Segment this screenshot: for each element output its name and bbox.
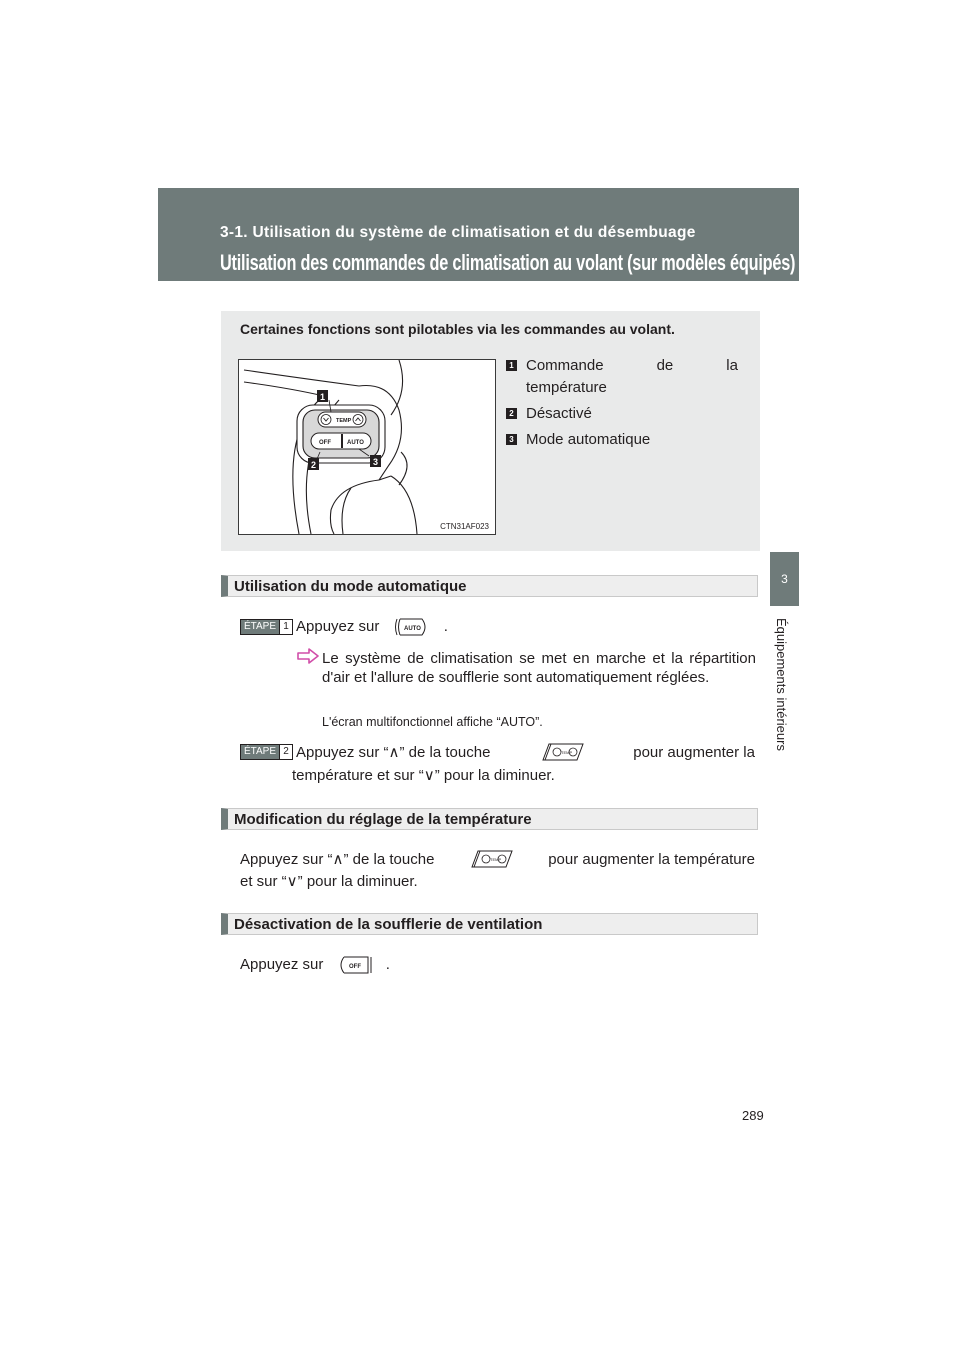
- page-number: 289: [742, 1108, 764, 1123]
- legend-word: température: [526, 379, 607, 396]
- off-line: [240, 955, 390, 975]
- svg-text:OFF: OFF: [348, 964, 361, 970]
- step-2-text-a: Appuyez sur “∧” de la touche: [296, 744, 491, 761]
- steering-wheel-figure: [238, 359, 496, 535]
- chapter-tab[interactable]: 3: [770, 552, 799, 606]
- result-arrow-icon: [297, 648, 319, 669]
- temp-rocker: [318, 412, 366, 427]
- legend-number: 2: [506, 408, 517, 419]
- svg-text:OFF: OFF: [319, 440, 331, 446]
- step-2-text-b: pour augmenter la: [633, 743, 755, 761]
- legend-item-temp: [506, 355, 738, 399]
- temp-text-b: pour augmenter la température: [548, 850, 755, 868]
- svg-text:TEMP: TEMP: [560, 750, 572, 755]
- step-1-after: .: [443, 617, 448, 635]
- temp-text-a: Appuyez sur “∧” de la touche: [240, 851, 435, 868]
- legend-label: Désactivé: [526, 405, 592, 422]
- step-1-tag: [240, 619, 293, 635]
- temp-line-2: et sur “∨” pour la diminuer.: [240, 873, 418, 890]
- svg-text:TEMP: TEMP: [336, 418, 352, 424]
- svg-text:3: 3: [373, 457, 379, 467]
- legend-word: de: [656, 357, 674, 374]
- heading-fan-off: Désactivation de la soufflerie de ventilation: [221, 913, 758, 935]
- legend-word: Commande: [526, 357, 604, 374]
- legend-item-auto: [506, 429, 738, 451]
- figure-caption: CTN31AF023: [440, 522, 489, 531]
- figure-legend: [506, 355, 738, 455]
- svg-text:TEMP: TEMP: [490, 857, 502, 862]
- page-title: Utilisation des commandes de climatisation au volant (sur modèles équipés): [220, 250, 796, 275]
- legend-number: 3: [506, 434, 517, 445]
- heading-auto-mode: Utilisation du mode automatique: [221, 575, 758, 597]
- temp-button-icon: [537, 742, 587, 762]
- chapter-label: Équipements intérieurs: [774, 618, 789, 751]
- heading-temperature: Modification du réglage de la température: [221, 808, 758, 830]
- legend-word: la: [726, 357, 738, 374]
- steering-wheel-illustration: [239, 360, 495, 534]
- step-1-text: [296, 617, 448, 637]
- step-word: ÉTAPE: [241, 745, 280, 759]
- section-label: 3-1. Utilisation du système de climatisation et du désembuage: [220, 224, 696, 241]
- step-number: 2: [280, 745, 292, 759]
- intro-text: Certaines fonctions sont pilotables via les commandes au volant.: [240, 321, 675, 337]
- legend-item-off: [506, 403, 738, 425]
- step-word: ÉTAPE: [241, 620, 280, 634]
- off-before: Appuyez sur: [240, 955, 324, 973]
- svg-text:1: 1: [320, 392, 326, 402]
- svg-text:2: 2: [311, 460, 317, 470]
- off-button-icon: [334, 955, 376, 975]
- result-note: Le système de climatisation se met en marche et la répartition d'air et l'allure de soufflerie sont automatiquement réglées.: [322, 650, 756, 686]
- legend-label-line: [526, 355, 738, 377]
- step-1-before: Appuyez sur: [296, 617, 380, 635]
- off-auto-buttons: [311, 433, 371, 449]
- display-note: L'écran multifonctionnel affiche “AUTO”.: [322, 715, 543, 729]
- legend-number: 1: [506, 360, 517, 371]
- step-2-tag: [240, 744, 293, 760]
- step-2-line-1: [296, 742, 755, 762]
- off-after: .: [385, 955, 390, 973]
- legend-label: Mode automatique: [526, 431, 651, 448]
- svg-text:AUTO: AUTO: [403, 626, 421, 632]
- svg-text:AUTO: AUTO: [347, 440, 364, 446]
- temp-line-1: [240, 849, 755, 869]
- step-number: 1: [280, 620, 292, 634]
- step-2-line-2: température et sur “∨” pour la diminuer.: [292, 767, 555, 784]
- auto-button-icon: [392, 617, 432, 637]
- temp-button-icon: [466, 849, 516, 869]
